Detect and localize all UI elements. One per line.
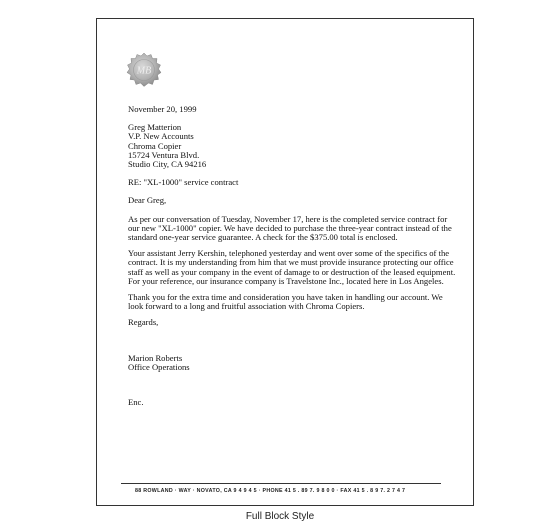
recipient-street: 15724 Ventura Blvd. — [128, 149, 200, 160]
letter-body — [128, 105, 460, 407]
salutation: Dear Greg, — [128, 195, 167, 206]
letter-page — [96, 18, 474, 506]
footer-divider — [121, 483, 441, 484]
body-paragraph-1: As per our conversation of Tuesday, November 17, here is the completed service contract for our new "XL-1000" copier. We have decided to purchase the three-year contract instead of the standard one-year service guarantee. A check for the $375.00 total is enclosed. — [128, 213, 452, 243]
enclosure-note: Enc. — [128, 397, 144, 408]
recipient-title: V.P. New Accounts — [128, 131, 194, 142]
closing: Regards, — [128, 317, 159, 328]
recipient-address — [128, 123, 460, 169]
signature-block — [128, 354, 460, 372]
body-paragraph-3: Thank you for the extra time and consideration you have taken in handling our account. We look forward to a long and fruitful association with Chroma Copiers. — [128, 292, 443, 312]
signer-name: Marion Roberts — [128, 352, 183, 363]
letterhead-footer: 88 ROWLAND · WAY · NOVATO, CA 9 4 9 4 5 · PHONE 41 5 . 89 7. 9 8 0 0 · FAX 41 5 . 8 9 7. 2 7 4 7 — [135, 488, 406, 494]
seal-icon — [126, 52, 162, 88]
seal-monogram: MB — [136, 65, 152, 77]
figure-caption: Full Block Style — [245, 511, 315, 522]
recipient-city: Studio City, CA 94216 — [128, 159, 207, 170]
signer-title: Office Operations — [128, 361, 190, 372]
recipient-company: Chroma Copier — [128, 140, 182, 151]
recipient-name: Greg Matterion — [128, 122, 182, 133]
letter-date: November 20, 1999 — [128, 104, 197, 114]
subject-line: RE: "XL-1000" service contract — [128, 177, 239, 188]
body-paragraph-2: Your assistant Jerry Kershin, telephoned yesterday and went over some of the specifics of the contract. It is my understanding from him that we must provide insurance protecting our office staff as well as your company in the event of damage to or destruction of the leased equipment. For your reference, our insurance company is Travelstone Inc., located here in Los Angeles. — [128, 248, 456, 286]
